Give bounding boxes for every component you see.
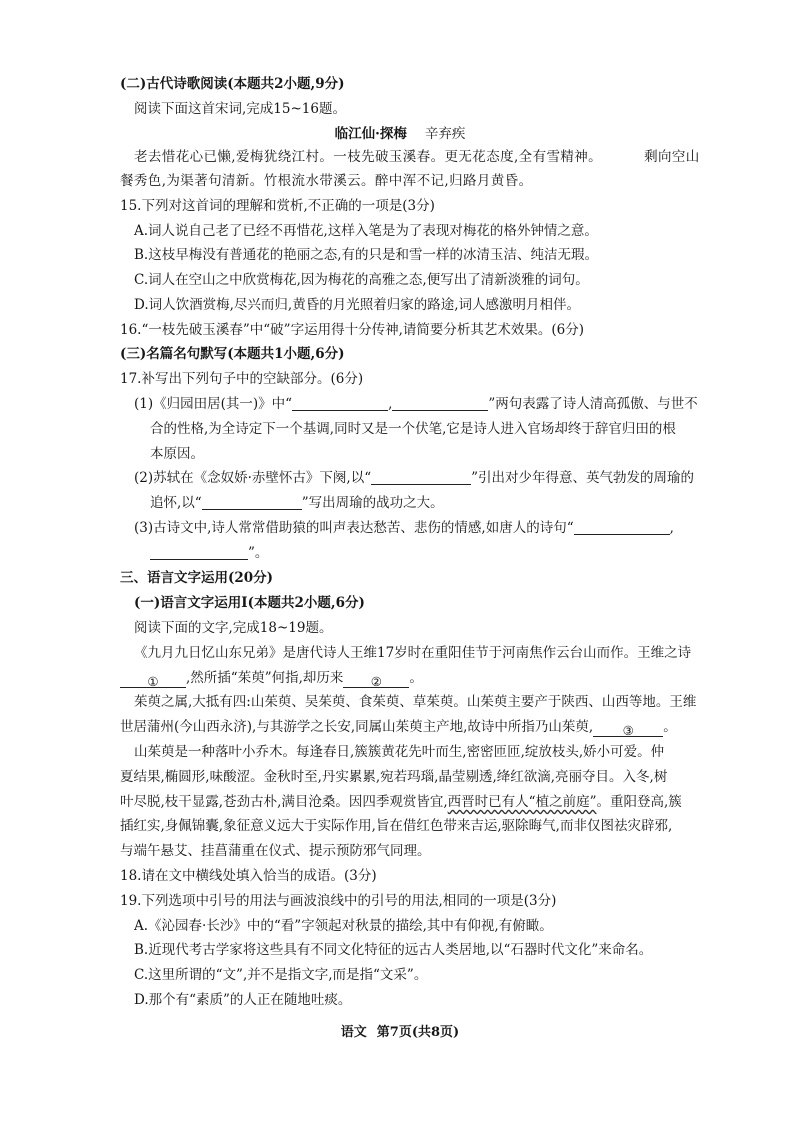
question-18-stem: 18.请在文中横线处填入恰当的成语。(3分)	[120, 868, 377, 884]
footer-subject: 语文	[340, 1025, 367, 1040]
passage-line: 茱萸之属,大抵有四:山茱萸、吴茱萸、食茱萸、草茱萸。山茱萸主要产于陕西、山西等地。王维	[134, 694, 697, 710]
question-17-item-3-cont	[150, 545, 680, 562]
passage-line: 《九月九日忆山东兄弟》是唐代诗人王维17岁时在重阳佳节于河南焦作云台山而作。王维之诗	[134, 645, 692, 661]
question-text: ”。	[248, 545, 269, 561]
poem-line-1	[134, 149, 700, 166]
part-heading-language: 三、语言文字运用(20分)	[120, 570, 274, 586]
question-text: ,	[388, 396, 393, 412]
question-19-stem: 19.下列选项中引号的用法与画波浪线中的引号的用法,相同的一项是(3分)	[120, 893, 557, 909]
fill-blank[interactable]	[120, 673, 186, 688]
question-text: (2)苏轼在《念奴娇·赤壁怀古》下阕,以“	[134, 470, 372, 486]
blank-number: ③	[622, 723, 634, 738]
passage-line: 与端午悬艾、挂菖蒲重在仪式、提示预防邪气同理。	[120, 843, 431, 859]
passage-text: ,然所插“茱萸”何指,却历来	[186, 670, 344, 686]
question-text: (1)《归园田居(其一)》中“	[134, 396, 293, 412]
section-heading-recitation: (三)名篇名句默写(本题共1小题,6分)	[120, 346, 345, 362]
question-16-stem: 16.“一枝先破玉溪春”中“破”字运用得十分传神,请简要分析其艺术效果。(6分)	[120, 322, 584, 338]
question-text: ”两句表露了诗人清高孤傲、与世不	[488, 396, 698, 412]
question-text: ,	[669, 520, 674, 536]
blank-number: ①	[147, 674, 159, 689]
question-19-option-a: A.《沁园春·长沙》中的“看”字领起对秋景的描绘,其中有仰视,有俯瞰。	[134, 918, 553, 934]
passage-text: 叶尽脱,枝干显露,苍劲古朴,满目沧桑。因四季观赏皆宜,	[120, 794, 448, 810]
fill-blank[interactable]	[150, 545, 248, 560]
section-heading-poetry: (二)古代诗歌阅读(本题共2小题,9分)	[120, 76, 345, 92]
fill-blank[interactable]	[202, 495, 302, 510]
poem-title-line	[0, 126, 800, 143]
question-17-item-1-cont: 本原因。	[150, 446, 204, 462]
passage-line	[120, 670, 680, 688]
page-footer	[0, 1025, 800, 1041]
passage-line: 夏结果,椭圆形,味酸涩。金秋时至,丹实累累,宛若玛瑙,晶莹剔透,绛红欲滴,亮丽夺目。入冬,树	[120, 769, 668, 785]
question-text: ”引出对少年得意、英气勃发的周瑜的	[471, 470, 695, 486]
question-15-option-a: A.词人说自己老了已经不再惜花,这样入笔是为了表现对梅花的格外钟情之意。	[134, 223, 598, 239]
question-15-option-b: B.这枝早梅没有普通花的艳丽之态,有的只是和雪一样的冰清玉洁、纯洁无瑕。	[134, 247, 599, 263]
question-text: ”写出周瑜的战功之大。	[301, 495, 444, 511]
section-heading-language-1: (一)语言文字运用Ⅰ(本题共2小题,6分)	[134, 595, 365, 611]
fill-blank[interactable]	[392, 396, 488, 411]
poem-title: 临江仙·探梅	[334, 126, 407, 142]
fill-blank[interactable]	[593, 722, 663, 737]
passage-text: 。	[409, 670, 423, 686]
fill-blank[interactable]	[574, 520, 670, 535]
fill-blank[interactable]	[371, 470, 471, 485]
question-15-option-d: D.词人饮酒赏梅,尽兴而归,黄昏的月光照着归家的路途,词人感激明月相伴。	[134, 297, 581, 313]
passage-text: 。重阳登高,簇	[596, 794, 682, 810]
question-text: (3)古诗文中,诗人常常借助猿的叫声表达愁苦、悲伤的情感,如唐人的诗句“	[134, 520, 574, 536]
passage-line: 山茱萸是一种落叶小乔木。每逢春日,簇簇黄花先叶而生,密密匝匝,绽放枝头,娇小可爱。仲	[134, 744, 665, 760]
poem-text: 剩向空山	[644, 149, 700, 165]
passage-line	[120, 719, 680, 737]
poem-text: 老去惜花心已懒,爱梅犹绕江村。一枝先破玉溪春。更无花态度,全有雪精神。	[134, 149, 603, 165]
question-15-stem: 15.下列对这首词的理解和赏析,不正确的一项是(3分)	[120, 198, 435, 214]
footer-page-number: 第7页(共8页)	[376, 1025, 460, 1040]
question-17-item-2-cont	[150, 495, 680, 512]
passage-text: 。	[663, 719, 677, 735]
question-17-stem: 17.补写出下列句子中的空缺部分。(6分)	[120, 371, 364, 387]
passage-text: 世居蒲州(今山西永济),与其游学之长安,同属山茱萸主产地,故诗中所指乃山茱萸,	[120, 719, 594, 735]
question-15-option-c: C.词人在空山之中欣赏梅花,因为梅花的高雅之态,便写出了清新淡雅的词句。	[134, 272, 589, 288]
question-17-item-1	[134, 396, 698, 413]
poem-line-2: 餐秀色,为渠著句清新。竹根流水带溪云。醉中浑不记,归路月黄昏。	[120, 173, 533, 189]
question-19-option-b: B.近现代考古学家将这些具有不同文化特征的远古人类居地,以“石器时代文化”来命名。	[134, 942, 653, 958]
poem-author: 辛弃疾	[424, 126, 466, 142]
question-19-option-d: D.那个有“素质”的人正在随地吐痰。	[134, 992, 352, 1008]
wavy-underlined-text: 西晋时已有人“植之前庭”	[447, 794, 597, 810]
fill-blank[interactable]	[292, 396, 388, 411]
question-17-item-3	[134, 520, 680, 537]
question-text: 追怀,以“	[150, 495, 202, 511]
question-17-item-2	[134, 470, 695, 487]
question-17-item-1-cont: 合的性格,为全诗定下一个基调,同时又是一个伏笔,它是诗人进入官场却终于辞官归田的根	[150, 421, 676, 437]
instruction-text: 阅读下面的文字,完成18~19题。	[134, 620, 333, 636]
blank-number: ②	[370, 674, 382, 689]
passage-line	[120, 794, 680, 811]
fill-blank[interactable]	[343, 673, 409, 688]
passage-line: 插红实,身佩锦囊,象征意义远大于实际作用,旨在借红色带来吉运,驱除晦气,而非仅图祛灾辟邪,	[120, 818, 673, 834]
question-19-option-c: C.这里所谓的“文”,并不是指文字,而是指“文采”。	[134, 967, 428, 983]
instruction-text: 阅读下面这首宋词,完成15~16题。	[134, 101, 346, 117]
